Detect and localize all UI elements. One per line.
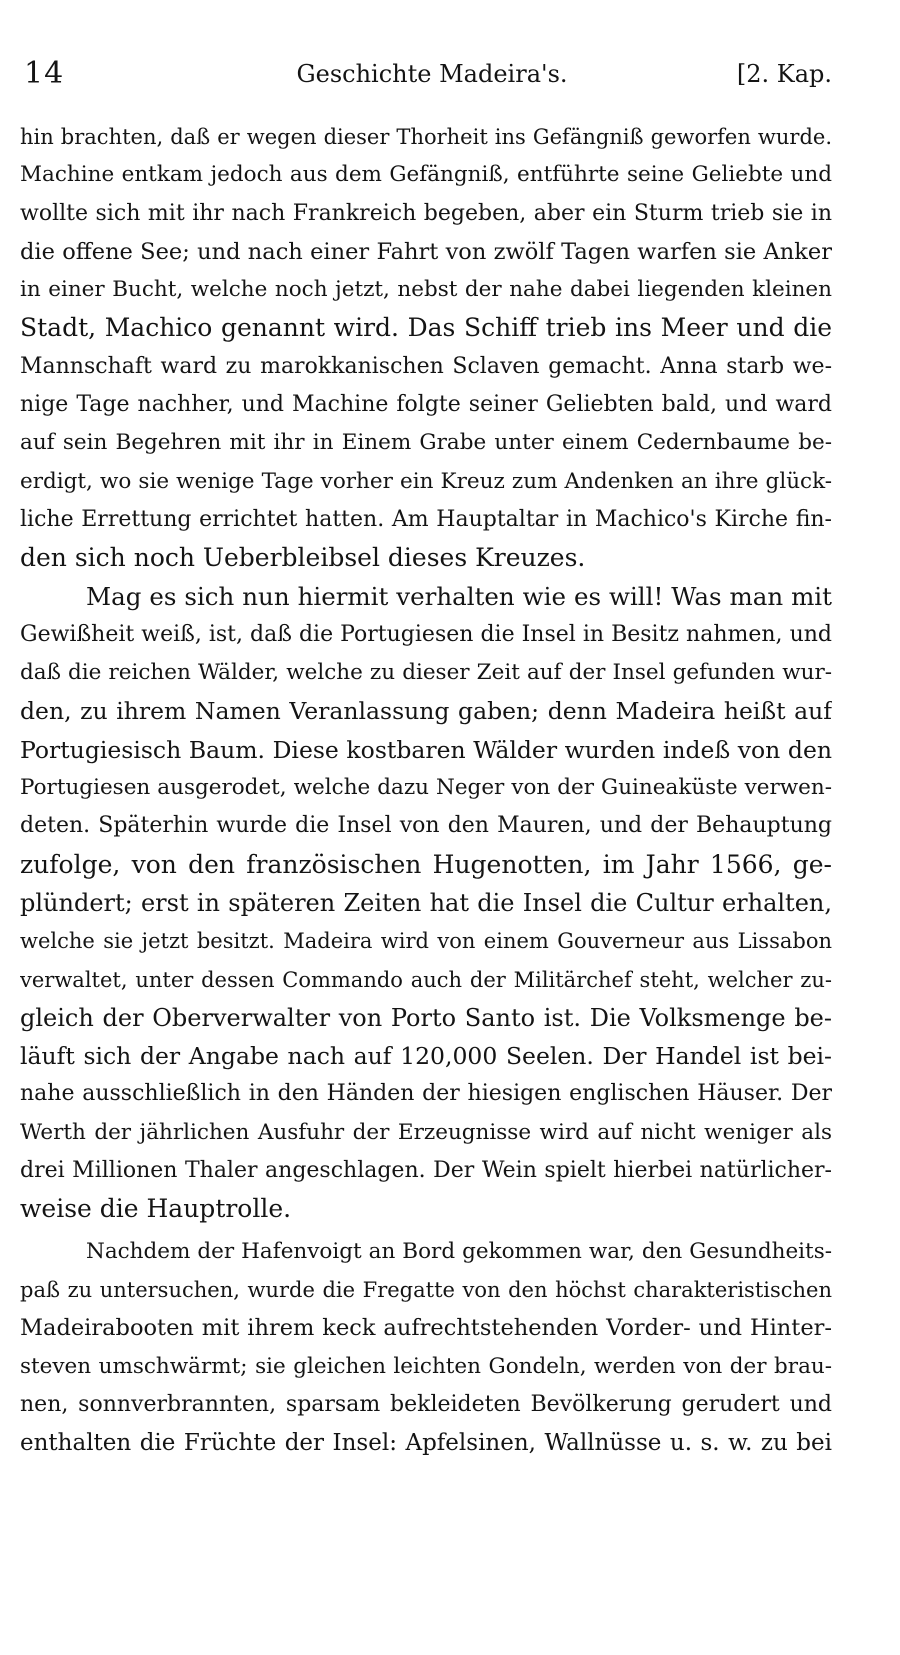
- text-line: erdigt, wo sie wenige Tage vorher ein Kreuz zum Andenken an ihre glück-: [20, 468, 832, 494]
- text-line: weise die Hauptrolle.: [20, 1194, 292, 1224]
- text-line: nen, sonnverbrannten, sparsam bekleideten Bevölkerung gerudert und: [20, 1391, 832, 1417]
- text-line: Stadt, Machico genannt wird. Das Schiff trieb ins Meer und die: [20, 313, 832, 343]
- text-line: daß die reichen Wälder, welche zu dieser Zeit auf der Insel gefunden wur-: [20, 660, 832, 686]
- paragraph: [20, 118, 832, 578]
- page-number: 14: [24, 56, 65, 91]
- paragraph: [20, 578, 832, 1229]
- text-line: steven umschwärmt; sie gleichen leichten Gondeln, werden von der brau-: [20, 1353, 832, 1379]
- text-line: enthalten die Früchte der Insel: Apfelsinen, Wallnüsse u. s. w. zu bei: [20, 1430, 832, 1457]
- text-line: Mag es sich nun hiermit verhalten wie es will! Was man mit: [86, 581, 832, 611]
- text-line: welche sie jetzt besitzt. Madeira wird von einem Gouverneur aus Lissabon: [20, 929, 832, 954]
- text-line: Nachdem der Hafenvoigt an Bord gekommen war, den Gesundheits-: [86, 1238, 832, 1264]
- text-line: hin brachten, daß er wegen dieser Thorheit ins Gefängniß geworfen wurde.: [20, 125, 832, 149]
- text-line: läuft sich der Angabe nach auf 120,000 Seelen. Der Handel ist bei-: [20, 1042, 832, 1071]
- text-line: auf sein Begehren mit ihr in Einem Grabe unter einem Cedernbaume be-: [20, 430, 832, 456]
- text-line: Werth der jährlichen Ausfuhr der Erzeugnisse wird auf nicht weniger als: [20, 1119, 832, 1145]
- page-header: [24, 56, 832, 96]
- text-line: plündert; erst in späteren Zeiten hat die Insel die Cultur erhalten,: [20, 888, 832, 917]
- text-line: verwaltet, unter dessen Commando auch der Militärchef steht, welcher zu-: [20, 967, 832, 992]
- text-line: Portugiesen ausgerodet, welche dazu Neger von der Guineaküste verwen-: [20, 775, 832, 801]
- text-line: Madeirabooten mit ihrem keck aufrechtstehenden Vorder- und Hinter-: [20, 1315, 832, 1342]
- chapter-label: [2. Kap.: [736, 60, 832, 88]
- text-line: drei Millionen Thaler angeschlagen. Der Wein spielt hierbei natürlicher-: [20, 1158, 832, 1184]
- text-line: in einer Bucht, welche noch jetzt, nebst der nahe dabei liegenden kleinen: [20, 277, 832, 303]
- text-line: liche Errettung errichtet hatten. Am Hauptaltar in Machico's Kirche fin-: [20, 506, 832, 532]
- text-line: zufolge, von den französischen Hugenotten, im Jahr 1566, ge-: [20, 849, 832, 879]
- text-line: Portugiesisch Baum. Diese kostbaren Wälder wurden indeß von den: [20, 735, 832, 764]
- text-line: wollte sich mit ihr nach Frankreich begeben, aber ein Sturm trieb sie in: [20, 200, 832, 226]
- text-line: Mannschaft ward zu marokkanischen Sclaven gemacht. Anna starb we-: [20, 353, 832, 379]
- running-title: Geschichte Madeira's.: [296, 60, 568, 88]
- text-line: den sich noch Ueberbleibsel dieses Kreuzes.: [20, 543, 586, 573]
- body-text: [20, 118, 832, 1462]
- text-line: die offene See; und nach einer Fahrt von zwölf Tagen warfen sie Anker: [20, 238, 832, 265]
- text-line: nige Tage nachher, und Machine folgte seiner Geliebten bald, und ward: [20, 392, 832, 418]
- text-line: deten. Späterhin wurde die Insel von den Mauren, und der Behauptung: [20, 813, 832, 839]
- text-line: nahe ausschließlich in den Händen der hiesigen englischen Häuser. Der: [20, 1081, 832, 1107]
- text-line: Gewißheit weiß, ist, daß die Portugiesen die Insel in Besitz nahmen, und: [20, 621, 832, 647]
- paragraph: [20, 1233, 832, 1463]
- text-line: gleich der Oberverwalter von Porto Santo ist. Die Volksmenge be-: [20, 1003, 832, 1032]
- text-line: Machine entkam jedoch aus dem Gefängniß, entführte seine Geliebte und: [20, 162, 832, 188]
- text-line: den, zu ihrem Namen Veranlassung gaben; denn Madeira heißt auf: [20, 697, 832, 726]
- text-line: paß zu untersuchen, wurde die Fregatte von den höchst charakteristischen: [20, 1277, 832, 1302]
